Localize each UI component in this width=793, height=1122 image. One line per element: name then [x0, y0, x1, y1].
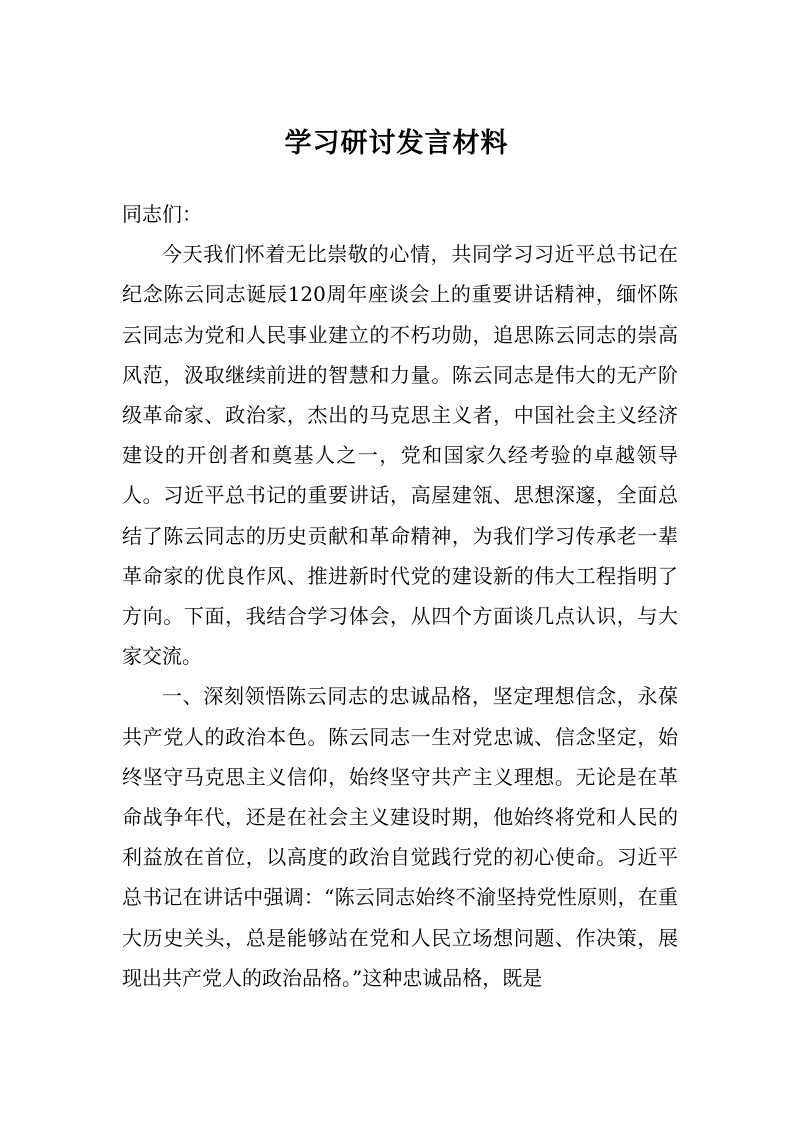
paragraph-section-one: 一、深刻领悟陈云同志的忠诚品格，坚定理想信念，永葆共产党人的政治本色。陈云同志一生对党忠诚、信念坚定，始终坚守马克思主义信仰，始终坚守共产主义理想。无论是在革命战争年代，还是在社会主义建设时期，他始终将党和人民的利益放在首位，以高度的政治自觉践行党的初心使命。习近平总书记在讲话中强调：“陈云同志始终不渝坚持党性原则，在重大历史关头，总是能够站在党和人民立场想问题、作决策，展现出共产党人的政治品格。”这种忠诚品格，既是 [122, 684, 678, 990]
document-body [122, 194, 678, 998]
salutation: 同志们： [122, 202, 202, 226]
paragraph-intro: 今天我们怀着无比崇敬的心情，共同学习习近平总书记在纪念陈云同志诞辰120周年座谈会上的重要讲话精神，缅怀陈云同志为党和人民事业建立的不朽功勋，追思陈云同志的崇高风范，汲取继续前进的智慧和力量。陈云同志是伟大的无产阶级革命家、政治家，杰出的马克思主义者，中国社会主义经济建设的开创者和奠基人之一，党和国家久经考验的卓越领导人。习近平总书记的重要讲话，高屋建瓴、思想深邃，全面总结了陈云同志的历史贡献和革命精神，为我们学习传承老一辈革命家的优良作风、推进新时代党的建设新的伟大工程指明了方向。下面，我结合学习体会，从四个方面谈几点认识，与大家交流。 [122, 242, 678, 669]
document-title: 学习研讨发言材料 [284, 128, 509, 159]
